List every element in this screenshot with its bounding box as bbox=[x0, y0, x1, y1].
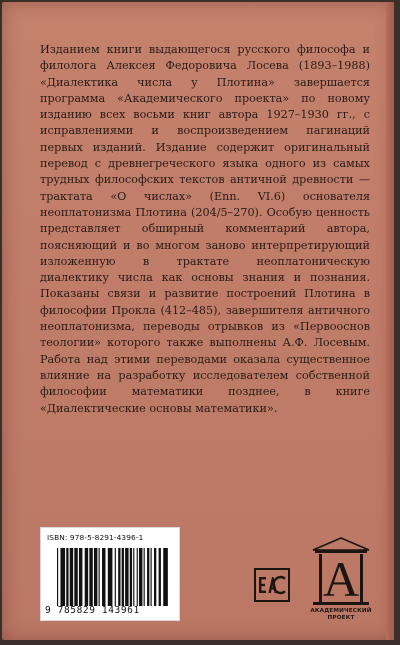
book-annotation bbox=[40, 42, 370, 417]
barcode-bar bbox=[115, 548, 116, 606]
isbn-barcode bbox=[40, 527, 180, 621]
barcode-bars bbox=[55, 548, 173, 608]
barcode-bar bbox=[122, 548, 124, 606]
svg-text:A: A bbox=[322, 551, 360, 607]
barcode-bar bbox=[154, 548, 156, 606]
barcode-bar bbox=[125, 548, 128, 606]
barcode-bar bbox=[159, 548, 161, 606]
publisher-logo-icon bbox=[309, 536, 373, 608]
isbn-number: ISBN: 978-5-8291-4396-1 bbox=[47, 533, 144, 542]
book-back-cover bbox=[2, 2, 394, 640]
barcode-digits: 9 785829 143961 bbox=[45, 605, 140, 616]
barcode-bar bbox=[79, 548, 82, 606]
barcode-bar bbox=[147, 548, 149, 606]
barcode-bar bbox=[99, 548, 100, 606]
barcode-bar bbox=[130, 548, 132, 606]
barcode-bar bbox=[102, 548, 105, 606]
publisher-name-line2: ПРОЕКТ bbox=[327, 615, 355, 621]
barcode-bar bbox=[89, 548, 92, 606]
barcode-bar bbox=[139, 548, 142, 606]
barcode-bar bbox=[151, 548, 152, 606]
barcode-bar bbox=[163, 548, 168, 606]
barcode-bar bbox=[70, 548, 73, 606]
eac-certification-mark bbox=[254, 568, 290, 602]
cover-edge bbox=[386, 2, 394, 640]
annotation-text: Изданием книги выдающегося русского философа и филолога Алексея Федоровича Лосева (1893–1988) «Диалектика числа у Плотина» завершается программа «Академического проекта» по новому изданию всех восьми книг автора 1927–1930 гг., с исправлениями и воспроизведением пагинаций первых изданий. Издание содержит оригинальный перевод с древнегреческого языка одного из самых трудных философских текстов античной древности — трактата «О числах» (Enn. VI.6) основателя неоплатонизма Плотина (204/5–270). Особую ценность представляет обширный комментарий автора, поясняющий и во многом заново интерпретирующий изложенную в трактате неоплатоническую диалектику числа как основы знания и познания. Показаны связи и развитие построений Плотина в философии Прокла (412–485), завершителя античного неоплатонизма, переводы отрывков из «Первооснов теологии» которого также выполнены А.Ф. Лосевым. Работа над этими переводами оказала существенное влияние на разработку исследователем собственной философии математики позднее, в книге «Диалектические основы математики». bbox=[40, 43, 370, 415]
barcode-bar bbox=[137, 548, 138, 606]
eac-icon bbox=[258, 575, 286, 595]
barcode-bar bbox=[57, 548, 58, 606]
barcode-bar bbox=[144, 548, 145, 606]
barcode-bar bbox=[85, 548, 88, 606]
barcode-bar bbox=[60, 548, 65, 606]
barcode-bar bbox=[108, 548, 113, 606]
barcode-bar bbox=[118, 548, 120, 606]
barcode-bar bbox=[133, 548, 134, 606]
publisher-name-line1: АКАДЕМИЧЕСКИЙ bbox=[310, 608, 372, 614]
publisher-name bbox=[300, 608, 382, 622]
barcode-bar bbox=[94, 548, 97, 606]
barcode-bar bbox=[66, 548, 68, 606]
barcode-bar bbox=[74, 548, 77, 606]
